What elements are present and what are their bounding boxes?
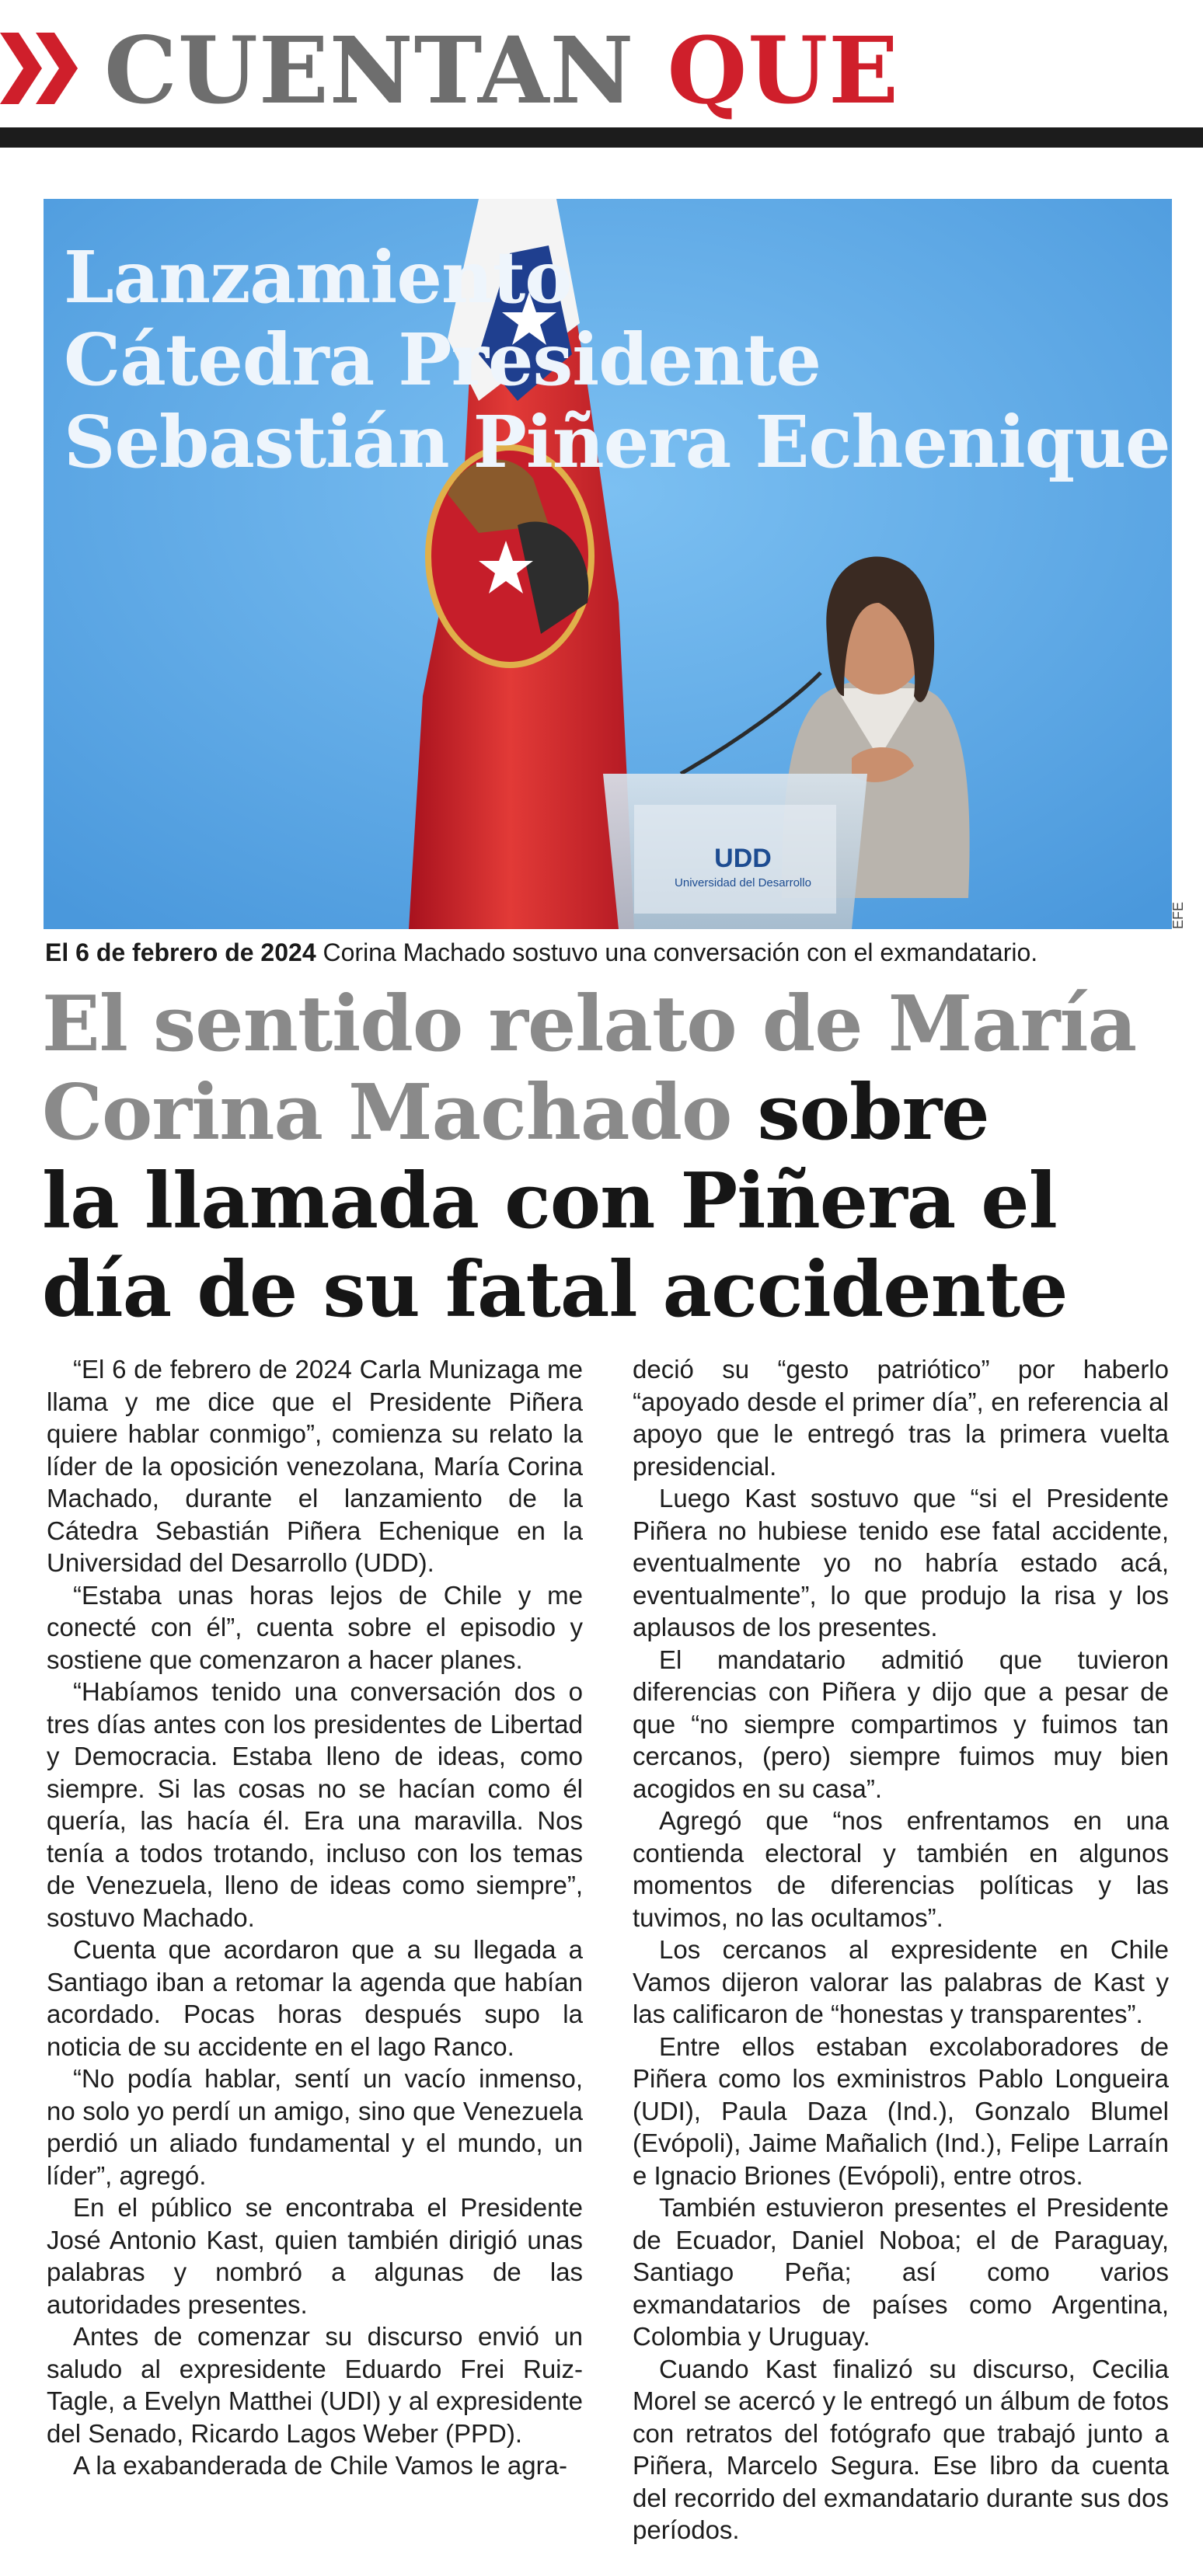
paragraph: Entre ellos estaban excolaboradores de Piñera como los exministros Pablo Longueira (UDI), Paula Daza (Ind.), Gonzalo Blumel (Evópoli), Jaime Mañalich (Ind.), Felipe Larraín e Ignacio Briones (Evópoli), entre otros. xyxy=(633,2031,1169,2190)
paragraph: El mandatario admitió que tuvieron diferencias con Piñera y dijo que a pesar de que “no siempre compartimos y fuimos tan cercanos, (pero) siempre fuimos muy bien acogidos en su casa”. xyxy=(633,1645,1169,1803)
paragraph: A la exabanderada de Chile Vamos le agra- xyxy=(73,2451,567,2480)
paragraph: “El 6 de febrero de 2024 Carla Munizaga me llama y me dice que el Presidente Piñera quiere hablar conmigo”, comienza su relato la líder de la oposición venezolana, María Corina Machado, durante el lanzamiento de la Cátedra Sebastián Piñera Echenique en la Universidad del Desarrollo (UDD). xyxy=(47,1355,583,1577)
paragraph: Luego Kast sostuvo que “si el Presidente Piñera no hubiese tenido ese fatal accidente, eventualmente yo no habría estado acá, eventualmente”, lo que produjo la risa y los aplausos de los presentes. xyxy=(633,1484,1169,1641)
caption-date: El 6 de febrero de 2024 xyxy=(45,938,316,966)
photo-credit: EFE xyxy=(1170,901,1186,929)
photo-caption xyxy=(45,935,1172,969)
header-rule xyxy=(0,127,1203,148)
paragraph: Cuando Kast finalizó su discurso, Cecilia Morel se acercó y le entregó un álbum de fotos con retratos del fotógrafo que trabajó junto a Piñera, Marcelo Segura. Ese libro da cuenta del recorrido del exmandatario durante sus dos períodos. xyxy=(633,2354,1169,2544)
headline-lead-line-2: Corina Machado xyxy=(42,1068,732,1157)
section-header xyxy=(0,0,1203,138)
paragraph: Agregó que “nos enfrentamos en una contienda electoral y también en algunos momentos de diferencias políticas y las tuvimos, no las ocultamos”. xyxy=(633,1806,1169,1932)
podium-logo-text: UDD xyxy=(714,844,772,873)
news-photo xyxy=(44,199,1172,929)
paragraph: Antes de comenzar su discurso envió un saludo al expresidente Eduardo Frei Ruiz-Tagle, a Evelyn Matthei (UDI) y al expresidente del Senado, Ricardo Lagos Weber (PPD). xyxy=(47,2322,583,2448)
article-column-left xyxy=(47,1353,583,2482)
headline-rest-line-2: sobre xyxy=(731,1068,989,1157)
article-body xyxy=(0,1353,1203,2576)
paragraph: “No podía hablar, sentí un vacío inmenso, no solo yo perdí un amigo, sino que Venezuela perdió un aliado fundamental y el mundo, un líder”, agregó. xyxy=(47,2064,583,2190)
paragraph: En el público se encontraba el Presidente José Antonio Kast, quien también dirigió unas palabras y nombró a algunas de las autoridades presentes. xyxy=(47,2193,583,2319)
headline xyxy=(42,980,1177,1335)
section-title-word-2: QUE xyxy=(667,16,900,124)
paragraph: Cuenta que acordaron que a su llegada a Santiago iban a retomar la agenda que habían acordado. Pocas horas después supo la noticia de su accidente en el lago Ranco. xyxy=(47,1935,583,2061)
double-chevron-icon xyxy=(0,33,81,104)
caption-text: Corina Machado sostuvo una conversación con el exmandatario. xyxy=(316,938,1038,966)
section-title xyxy=(104,12,899,129)
paragraph: “Habíamos tenido una conversación dos o tres días antes con los presidentes de Libertad y Democracia. Estaba lleno de ideas, como siempre. Si las cosas no se hacían como él quería, las hacía él. Era una maravilla. Nos tenía a todos trotando, incluso con los temas de Venezuela, lleno de ideas como siempre”, sostuvo Machado. xyxy=(47,1677,583,1932)
backdrop-text xyxy=(64,235,1170,484)
headline-line-2 xyxy=(42,1069,1177,1157)
section-title-word-1: CUENTAN xyxy=(104,16,635,124)
article-column-right xyxy=(633,1353,1169,2546)
paragraph: Los cercanos al expresidente en Chile Vamos dijeron valorar las palabras de Kast y las calificaron de “honestas y transparentes”. xyxy=(633,1935,1169,2028)
headline-line-3: la llamada con Piñera el xyxy=(42,1157,1057,1246)
backdrop-line-3: Sebastián Piñera Echenique xyxy=(64,400,1170,484)
headline-line-4: día de su fatal accidente xyxy=(42,1245,1068,1335)
backdrop-line-2: Cátedra Presidente xyxy=(64,318,821,402)
backdrop-line-1: Lanzamiento xyxy=(64,235,572,319)
paragraph-continuation: deció su “gesto patriótico” por haberlo “apoyado desde el primer día”, en referencia al apoyo que le entregó tras la primera vuelta presidencial. xyxy=(633,1355,1169,1481)
paragraph: También estuvieron presentes el Presidente de Ecuador, Daniel Noboa; el de Paraguay, Santiago Peña; así como varios exmandatarios de países como Argentina, Colombia y Uruguay. xyxy=(633,2193,1169,2351)
paragraph: “Estaba unas horas lejos de Chile y me conecté con él”, cuenta sobre el episodio y sostiene que comenzaron a hacer planes. xyxy=(47,1580,583,1674)
podium-caption-text: Universidad del Desarrollo xyxy=(675,876,811,889)
headline-lead-line-1: El sentido relato de María xyxy=(42,980,1137,1069)
